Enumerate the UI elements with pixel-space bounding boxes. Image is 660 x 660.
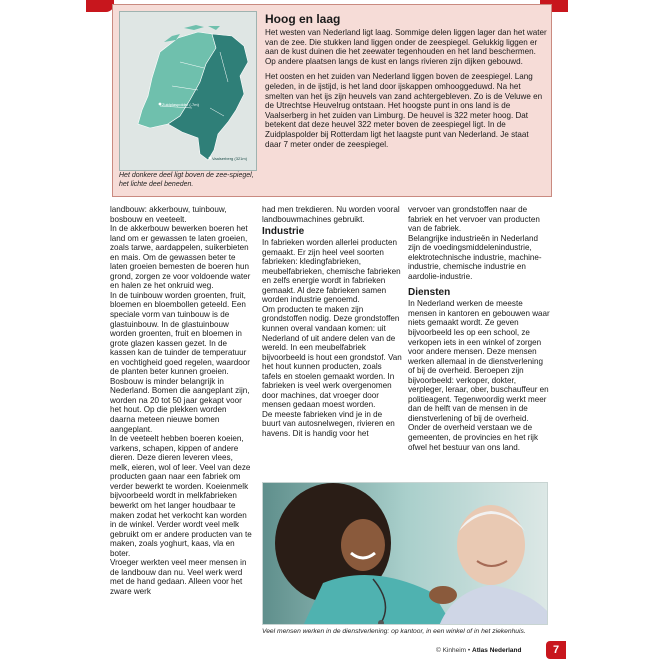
info-box-paragraph: Het westen van Nederland ligt laag. Sommige delen liggen lager dan het water van de zee. Die stukken land liggen onder de zeespiegel. Gelukkig liggen er aan de kust duinen die het zeewater tegenhouden en het land beschermen. Op andere plaatsen langs de kust en langs rivieren zijn dijken gebouwd. bbox=[265, 28, 547, 66]
paragraph: landbouw: akkerbouw, tuinbouw, bosbouw en veeteelt. bbox=[110, 205, 227, 224]
column-3 bbox=[408, 205, 550, 452]
paragraph: Om producten te maken zijn grondstoffen nodig. Deze grondstoffen kunnen overal vandaan komen: uit Nederland of uit andere delen van de wereld. In een meubelfabriek bijvoorbeeld is hout een grondstof. Van het hout kunnen producten, zoals tafels en stoelen gemaakt worden. In fabrieken is veel werk overgenomen door machines, dat vroeger door mensen gedaan moest worden. bbox=[262, 304, 402, 410]
paragraph: vervoer van grondstoffen naar de fabriek en het vervoer van producten van de fabriek. bbox=[408, 205, 540, 234]
column-1 bbox=[110, 205, 252, 596]
page-number: 7 bbox=[546, 641, 566, 659]
photo-illustration bbox=[263, 483, 548, 625]
paragraph: Bosbouw is minder belangrijk in Nederland. Bomen die aangeplant zijn, worden na 20 tot 50 jaar gekapt voor het hout. Op die plekken worden daarna meteen nieuwe bomen aangeplant. bbox=[110, 376, 250, 434]
paragraph: In fabrieken worden allerlei producten gemaakt. Er zijn heel veel soorten fabrieken: kledingfabrieken, meubelfabrieken, chemische fabrieken en zelfs energie wordt in fabrieken gemaakt. Al deze fabrieken samen worden industrie genoemd. bbox=[262, 238, 401, 305]
map-svg bbox=[120, 12, 257, 171]
photo-caption: Veel mensen werken in de dienstverlening: op kantoor, in een winkel of in het ziekenhuis. bbox=[262, 628, 526, 635]
ribbon-left bbox=[86, 0, 114, 12]
info-box-paragraph: Het oosten en het zuiden van Nederland liggen boven de zeespiegel. Lang geleden, in de ijstijd, is het land door ijskappen omhooggeduwd. Na het smelten van het ijs zijn heuvels van zand achtergebleven. Zo is de Veluwe en de Utrechtse Heuvelrug ontstaan. Het hoogste punt in ons land is de Vaalserberg in het zuiden van Limburg. De heuvel is 322 meter hoog. Dat betekent dat deze heuvel 322 meter boven de zeespiegel ligt. In de Zuidplaspolder bij Rotterdam ligt het laagste punt van Nederland. Je staat daar 7 meter onder de zeespiegel. bbox=[265, 72, 543, 149]
info-box bbox=[112, 4, 552, 197]
footer bbox=[436, 647, 522, 654]
paragraph: In de akkerbouw bewerken boeren het land om er gewassen te laten groeien, zoals tarwe, aardappelen, suikerbieten en mais. Om de gewassen beter te laten groeien bemesten de boeren hun grond, zorgen ze voor voldoende water en halen ze het onkruid weg. bbox=[110, 224, 251, 291]
map-caption: Het donkere deel ligt boven de zee-spiegel, het lichte deel beneden. bbox=[119, 172, 254, 188]
heading-industrie: Industrie bbox=[262, 226, 305, 238]
column-2 bbox=[262, 205, 402, 439]
paragraph: In Nederland werken de meeste mensen in kantoren en gebouwen waar niets gemaakt wordt. Ze geven bijvoorbeeld les op een school, ze verkopen iets in een winkel of zorgen voor andere mensen. Deze mensen werken allemaal in de dienstverlening of bij de overheid. Beroepen zijn bijvoorbeeld: verkoper, dokter, verpleger, leraar, ober, buschauffeur en politieagent. Tegenwoordig werkt meer dan de helft van de mensen in de dienstverlening of bij de overheid. Onder de overheid verstaan we de gemeenten, de provincies en het rijk ofwel het bestuur van ons land. bbox=[408, 299, 550, 452]
map-label-low: Zuidplaspolder (-7m) bbox=[162, 102, 199, 107]
info-box-text bbox=[265, 13, 547, 155]
heading-diensten: Diensten bbox=[408, 287, 451, 299]
paragraph: De meeste fabrieken vind je in de buurt van autosnelwegen, rivieren en havens. Dit is handig voor het bbox=[262, 409, 395, 439]
paragraph: had men trekdieren. Nu worden vooral landbouwmachines gebruikt. bbox=[262, 205, 400, 224]
paragraph: In de veeteelt hebben boeren koeien, varkens, schapen, kippen of andere dieren. Deze dieren leveren vlees, melk, eieren, wol of leer. Veel van deze producten gaan naar een fabriek om verder bewerkt te worden. Koeienmelk bijvoorbeeld wordt in melkfabrieken bewerkt om het langer houdbaar te maken zodat het verkocht kan worden in de winkel. Verder wordt veel melk gebruikt om er andere producten van te maken, zoals yoghurt, kaas, vla en boter. bbox=[110, 434, 252, 558]
paragraph: Belangrijke industrieën in Nederland zijn de voedingsmiddelenindustrie, elektrotechnische industrie, machine-industrie, chemische industrie en aardolie-industrie. bbox=[408, 233, 542, 281]
netherlands-elevation-map bbox=[119, 11, 257, 171]
paragraph: Vroeger werkten veel meer mensen in de landbouw dan nu. Veel werk werd met de hand gedaan. Alleen voor het zware werk bbox=[110, 558, 247, 596]
photo-care-worker bbox=[262, 482, 548, 625]
book-title: Atlas Nederland bbox=[472, 647, 522, 654]
footer-separator: • bbox=[467, 647, 471, 654]
paragraph: In de tuinbouw worden groenten, fruit, bloemen en bloembollen geteeld. Een speciale vorm van tuinbouw is de glastuinbouw. In de glastuinbouw worden groenten, fruit en bloemen in grote glazen kassen gezet. In de kassen kan de tuinder de temperatuur en vochtigheid goed regelen, waardoor de planten beter kunnen groeien. bbox=[110, 290, 250, 377]
map-label-high: Vaalserberg (321m) bbox=[212, 156, 248, 161]
info-box-title: Hoog en laag bbox=[265, 12, 341, 26]
publisher: © Kinheim bbox=[436, 647, 467, 654]
